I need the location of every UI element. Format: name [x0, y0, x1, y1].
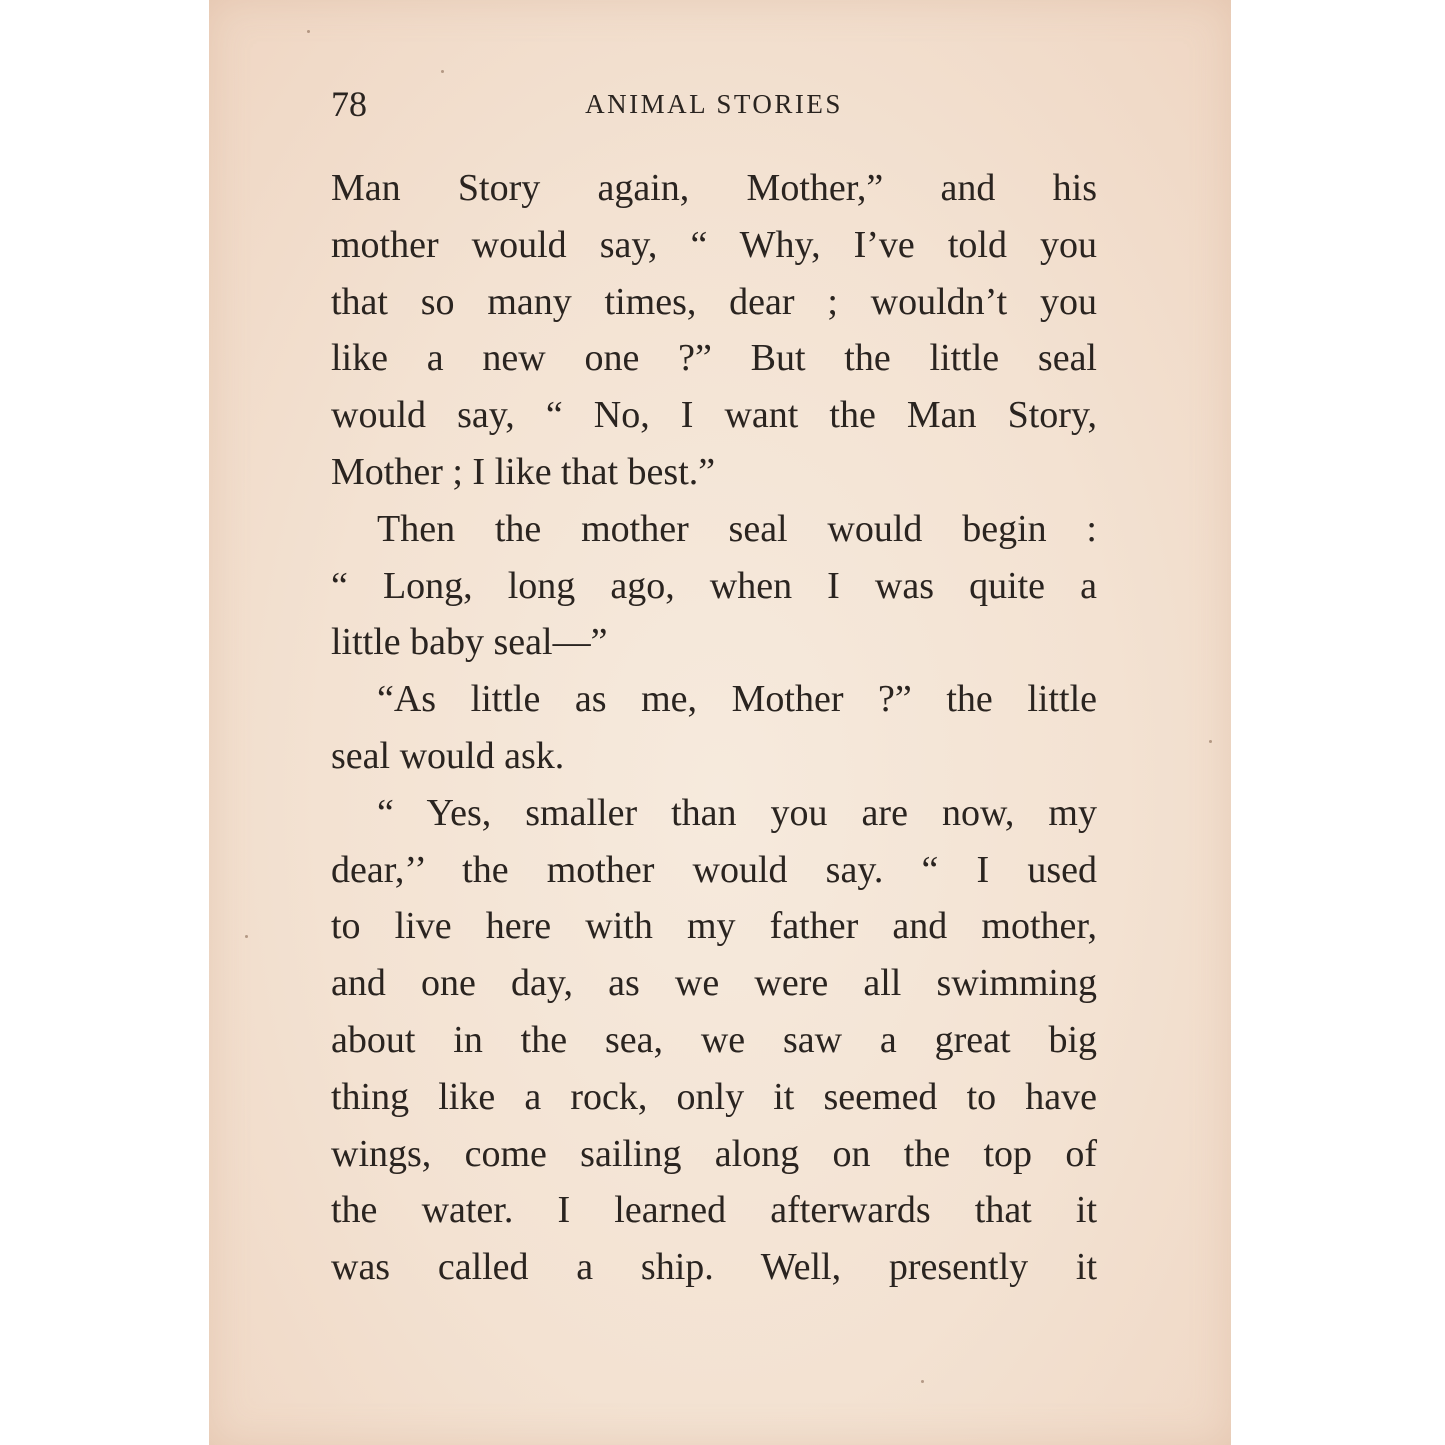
text-line: about in the sea, we saw a great big	[331, 1018, 1097, 1061]
text-line: seal would ask.	[331, 734, 565, 777]
running-head: ANIMAL STORIES	[585, 89, 843, 119]
text-line: thing like a rock, only it seemed to have	[331, 1075, 1097, 1118]
paper-speck	[1209, 740, 1212, 743]
paper-speck	[441, 70, 444, 73]
text-line: Man Story again, Mother,” and his	[331, 167, 1097, 209]
text-line: dear,’’ the mother would say. “ I used	[331, 848, 1097, 891]
text-line: the water. I learned afterwards that it	[331, 1189, 1097, 1232]
text-line: Mother ; I like that best.”	[331, 450, 716, 493]
text-line: was called a ship. Well, presently it	[331, 1246, 1097, 1289]
page-number: 78	[331, 84, 367, 124]
paper-speck	[307, 30, 310, 33]
text-line: that so many times, dear ; wouldn’t you	[331, 280, 1097, 323]
text-line: “ Yes, smaller than you are now, my	[377, 791, 1097, 834]
text-line: mother would say, “ Why, I’ve told you	[331, 223, 1097, 266]
text-line: like a new one ?” But the little seal	[331, 337, 1097, 380]
body-text	[331, 160, 1097, 1296]
text-line: “As little as me, Mother ?” the little	[377, 678, 1097, 721]
paper-speck	[921, 1380, 924, 1383]
text-line: little baby seal—”	[331, 621, 608, 664]
text-line: wings, come sailing along on the top of	[331, 1132, 1097, 1175]
text-line: would say, “ No, I want the Man Story,	[331, 394, 1097, 437]
text-line: “ Long, long ago, when I was quite a	[331, 564, 1097, 607]
paper-speck	[245, 935, 248, 938]
text-line: and one day, as we were all swimming	[331, 962, 1097, 1005]
text-line: to live here with my father and mother,	[331, 905, 1097, 948]
text-line: Then the mother seal would begin :	[377, 507, 1097, 550]
book-page	[209, 0, 1231, 1445]
page-header	[331, 82, 1097, 126]
